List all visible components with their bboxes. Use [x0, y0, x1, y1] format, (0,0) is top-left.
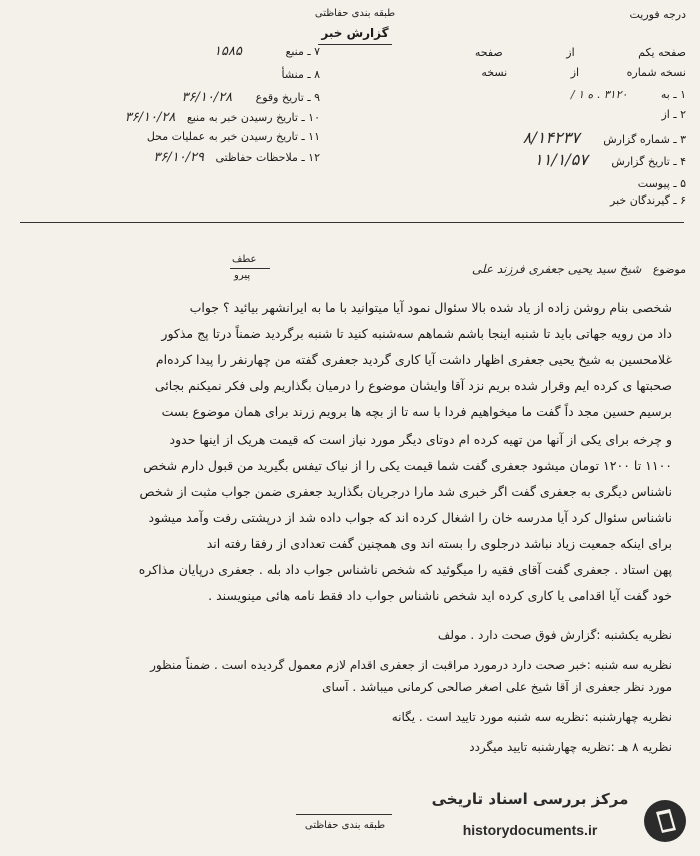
bottom-rule: [296, 814, 392, 815]
right-field-2: ۱ ـ به ۳۱۲۰ . ه ۱ /: [570, 88, 686, 101]
body-line: برای اینکه جمعیت زیاد نباشد درجلوی را بسته اند وی همچنین گفت تعدادی از رفقا رفته اند: [206, 536, 672, 551]
body-line: داد من رویه جهاتی باید تا شنبه اینجا باشم شماهم سه‌شنبه کنید تا شنبه برگردید ضمناً درتا پج مذکور: [161, 326, 672, 341]
body-line: و چرخه برای یکی از آنها من تهیه کرده ام دوتای دیگر مورد نیاز است که قیمت هریک از اینها حدود: [169, 432, 672, 447]
watermark-url: historydocuments.ir: [462, 822, 598, 838]
body-line: غلامحسین به شیخ یحیی جعفری اظهار داشت آیا کاری گردید جعفری گفته من چهارنفر را پیدا کرده‌ام: [155, 352, 672, 367]
body-line: پهن استاد . جعفری گفت آقای فقیه را میگوئید که شخص ناشناس جواب داد بله . جعفری درپایان مذاکره: [138, 562, 672, 577]
peyro-label: پیرو: [234, 270, 251, 281]
subject-row: موضوع شیخ سید یحیی جعفری فرزند علی: [471, 262, 686, 276]
left-field-1: ۸ ـ منشأ: [281, 68, 320, 81]
body-line: صحبتها ی کرده ایم وقرار شده بریم نزد آقا وایشان موضوع را درمیان بگذاریم ولی فکر نمیکنم بجائی: [154, 378, 672, 393]
body-line: ناشناس سئوال کرد آیا مدرسه خان را اشغال کرده اند که جواب داده شد از درپشتی رفت وآمد میشود: [148, 510, 672, 525]
note-line: نظریه چهارشنبه :نظریه سه شنبه مورد تایید است . یگانه: [391, 710, 672, 724]
right-field-5: ۴ ـ تاریخ گزارش ۱۱/۱/۵۷: [534, 150, 686, 169]
atf-rule: [230, 268, 270, 269]
body-line: خود گفت آیا اقدامی یا کاری کرده اید شخص ناشناس جواب داد فقط نامه هائی مینویسند .: [208, 588, 672, 603]
note-line: نظریه یکشنبه :گزارش فوق صحت دارد . مولف: [437, 628, 672, 642]
right-field-0: صفحه یکم از صفحه: [474, 46, 686, 59]
left-field-2: ۹ ـ تاریخ وقوع ۳۶/۱۰/۲۸: [181, 90, 320, 105]
body-line: برسیم حسین مجد داً گفت ما میخواهیم فردا با سه تا از بچه ها برویم زرند برای همان موضوع بست: [161, 404, 672, 419]
left-field-5: ۱۲ ـ ملاحظات حفاظتی ۳۶/۱۰/۲۹: [153, 150, 320, 165]
classification-bottom: طبقه بندی حفاظتی: [304, 820, 386, 831]
note-line: نظریه سه شنبه :خبر صحت دارد درمورد مراقبت از جعفری اقدام لازم معمول گردیده است . ضمناً منظور: [150, 658, 672, 672]
body-line: شخصی بنام روشن زاده از یاد شده بالا سئوال نمود آیا میتوانید با ما به ایرانشهر بیائید ؟ جواب: [189, 300, 672, 315]
degree-label: درجه فوریت: [629, 8, 686, 21]
right-field-6: ۵ ـ پیوست: [637, 177, 686, 190]
note-line: نظریه ۸ هـ :نظریه چهارشنبه تایید میگردد: [469, 740, 672, 754]
archive-logo-icon: [644, 800, 686, 842]
body-line: ناشناس دیگری به جعفری گفت اگر خبری شد مارا درجریان بگذارید جعفری ضمن جواب مثبت از شخص: [139, 484, 672, 499]
right-field-7: ۶ ـ گیرندگان خبر: [610, 194, 686, 207]
right-field-1: نسخه شماره از نسخه: [481, 66, 686, 79]
title-underline: [318, 44, 392, 45]
classification-top: طبقه بندی حفاظتی: [314, 8, 396, 19]
atf-label: عطف: [232, 254, 257, 265]
left-field-0: ۷ ـ منبع ۱۵۸۵: [214, 44, 320, 59]
watermark-title: مرکز بررسی اسناد تاریخی: [431, 790, 629, 808]
right-field-3: ۲ ـ از: [661, 108, 686, 121]
left-field-4: ۱۱ ـ تاریخ رسیدن خبر به عملیات محل: [146, 130, 320, 143]
header-divider: [20, 222, 684, 223]
right-field-4: ۳ ـ شماره گزارش ۸/۱۴۲۳۷: [522, 128, 686, 147]
subject-value: شیخ سید یحیی جعفری فرزند علی: [471, 262, 642, 276]
note-line: مورد نظر جعفری از آقا شیخ علی اصغر صالحی کرمانی میباشد . آسای: [322, 680, 672, 694]
left-field-3: ۱۰ ـ تاریخ رسیدن خبر به منبع ۳۶/۱۰/۲۸: [124, 110, 320, 125]
report-title: گزارش خبر: [321, 26, 389, 40]
body-line: ۱۱۰۰ تا ۱۲۰۰ تومان میشود جعفری گفت شما قیمت یکی را از نیاک تیفس بگیرید من قبول دارم شخص: [143, 458, 672, 473]
